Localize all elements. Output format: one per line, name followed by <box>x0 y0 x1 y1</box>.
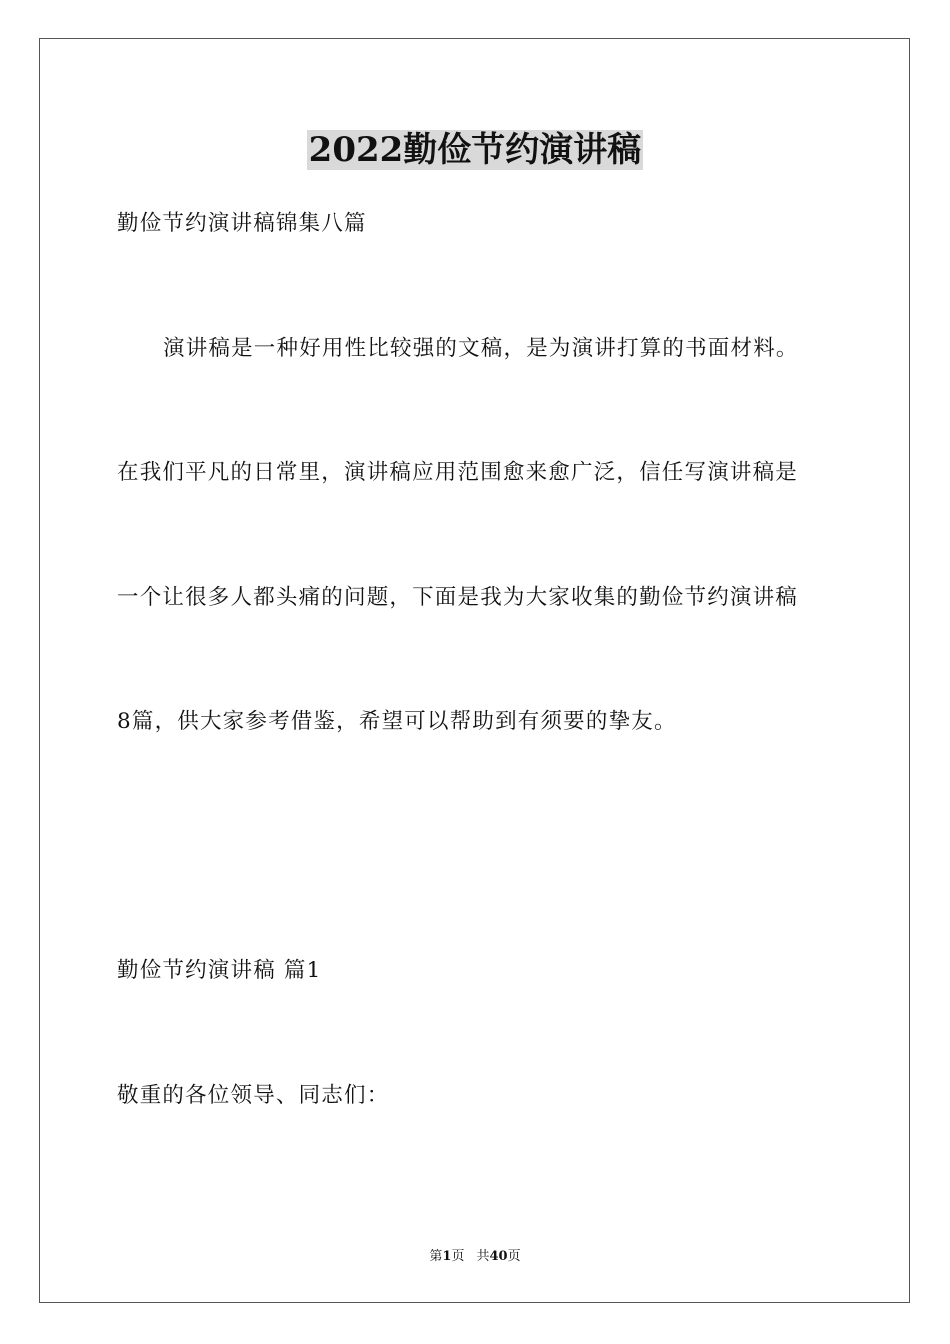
footer-page-current: 1 <box>442 1249 452 1264</box>
page-footer <box>0 1248 950 1266</box>
intro-paragraph-line-1: 演讲稿是一种好用性比较强的文稿，是为演讲打算的书面材料。 <box>163 336 799 361</box>
footer-page-prefix: 第 <box>429 1249 443 1264</box>
document-title-text: 2022勤俭节约演讲稿 <box>308 130 642 170</box>
intro-paragraph-line-3: 一个让很多人都头痛的问题，下面是我为大家收集的勤俭节约演讲稿 <box>117 585 799 610</box>
footer-total-unit: 页 <box>507 1249 521 1264</box>
document-title <box>0 128 950 172</box>
intro-paragraph-line-4: 8篇，供大家参考借鉴，希望可以帮助到有须要的挚友。 <box>117 709 677 734</box>
section-heading: 勤俭节约演讲稿 篇1 <box>117 958 322 983</box>
intro-paragraph-line-2: 在我们平凡的日常里，演讲稿应用范围愈来愈广泛，信任写演讲稿是 <box>117 460 799 485</box>
document-subtitle: 勤俭节约演讲稿锦集八篇 <box>117 211 367 236</box>
salutation: 敬重的各位领导、同志们： <box>117 1083 390 1108</box>
footer-total-prefix: 共 <box>476 1249 490 1264</box>
footer-page-unit: 页 <box>451 1249 465 1264</box>
footer-page-total: 40 <box>489 1249 508 1264</box>
